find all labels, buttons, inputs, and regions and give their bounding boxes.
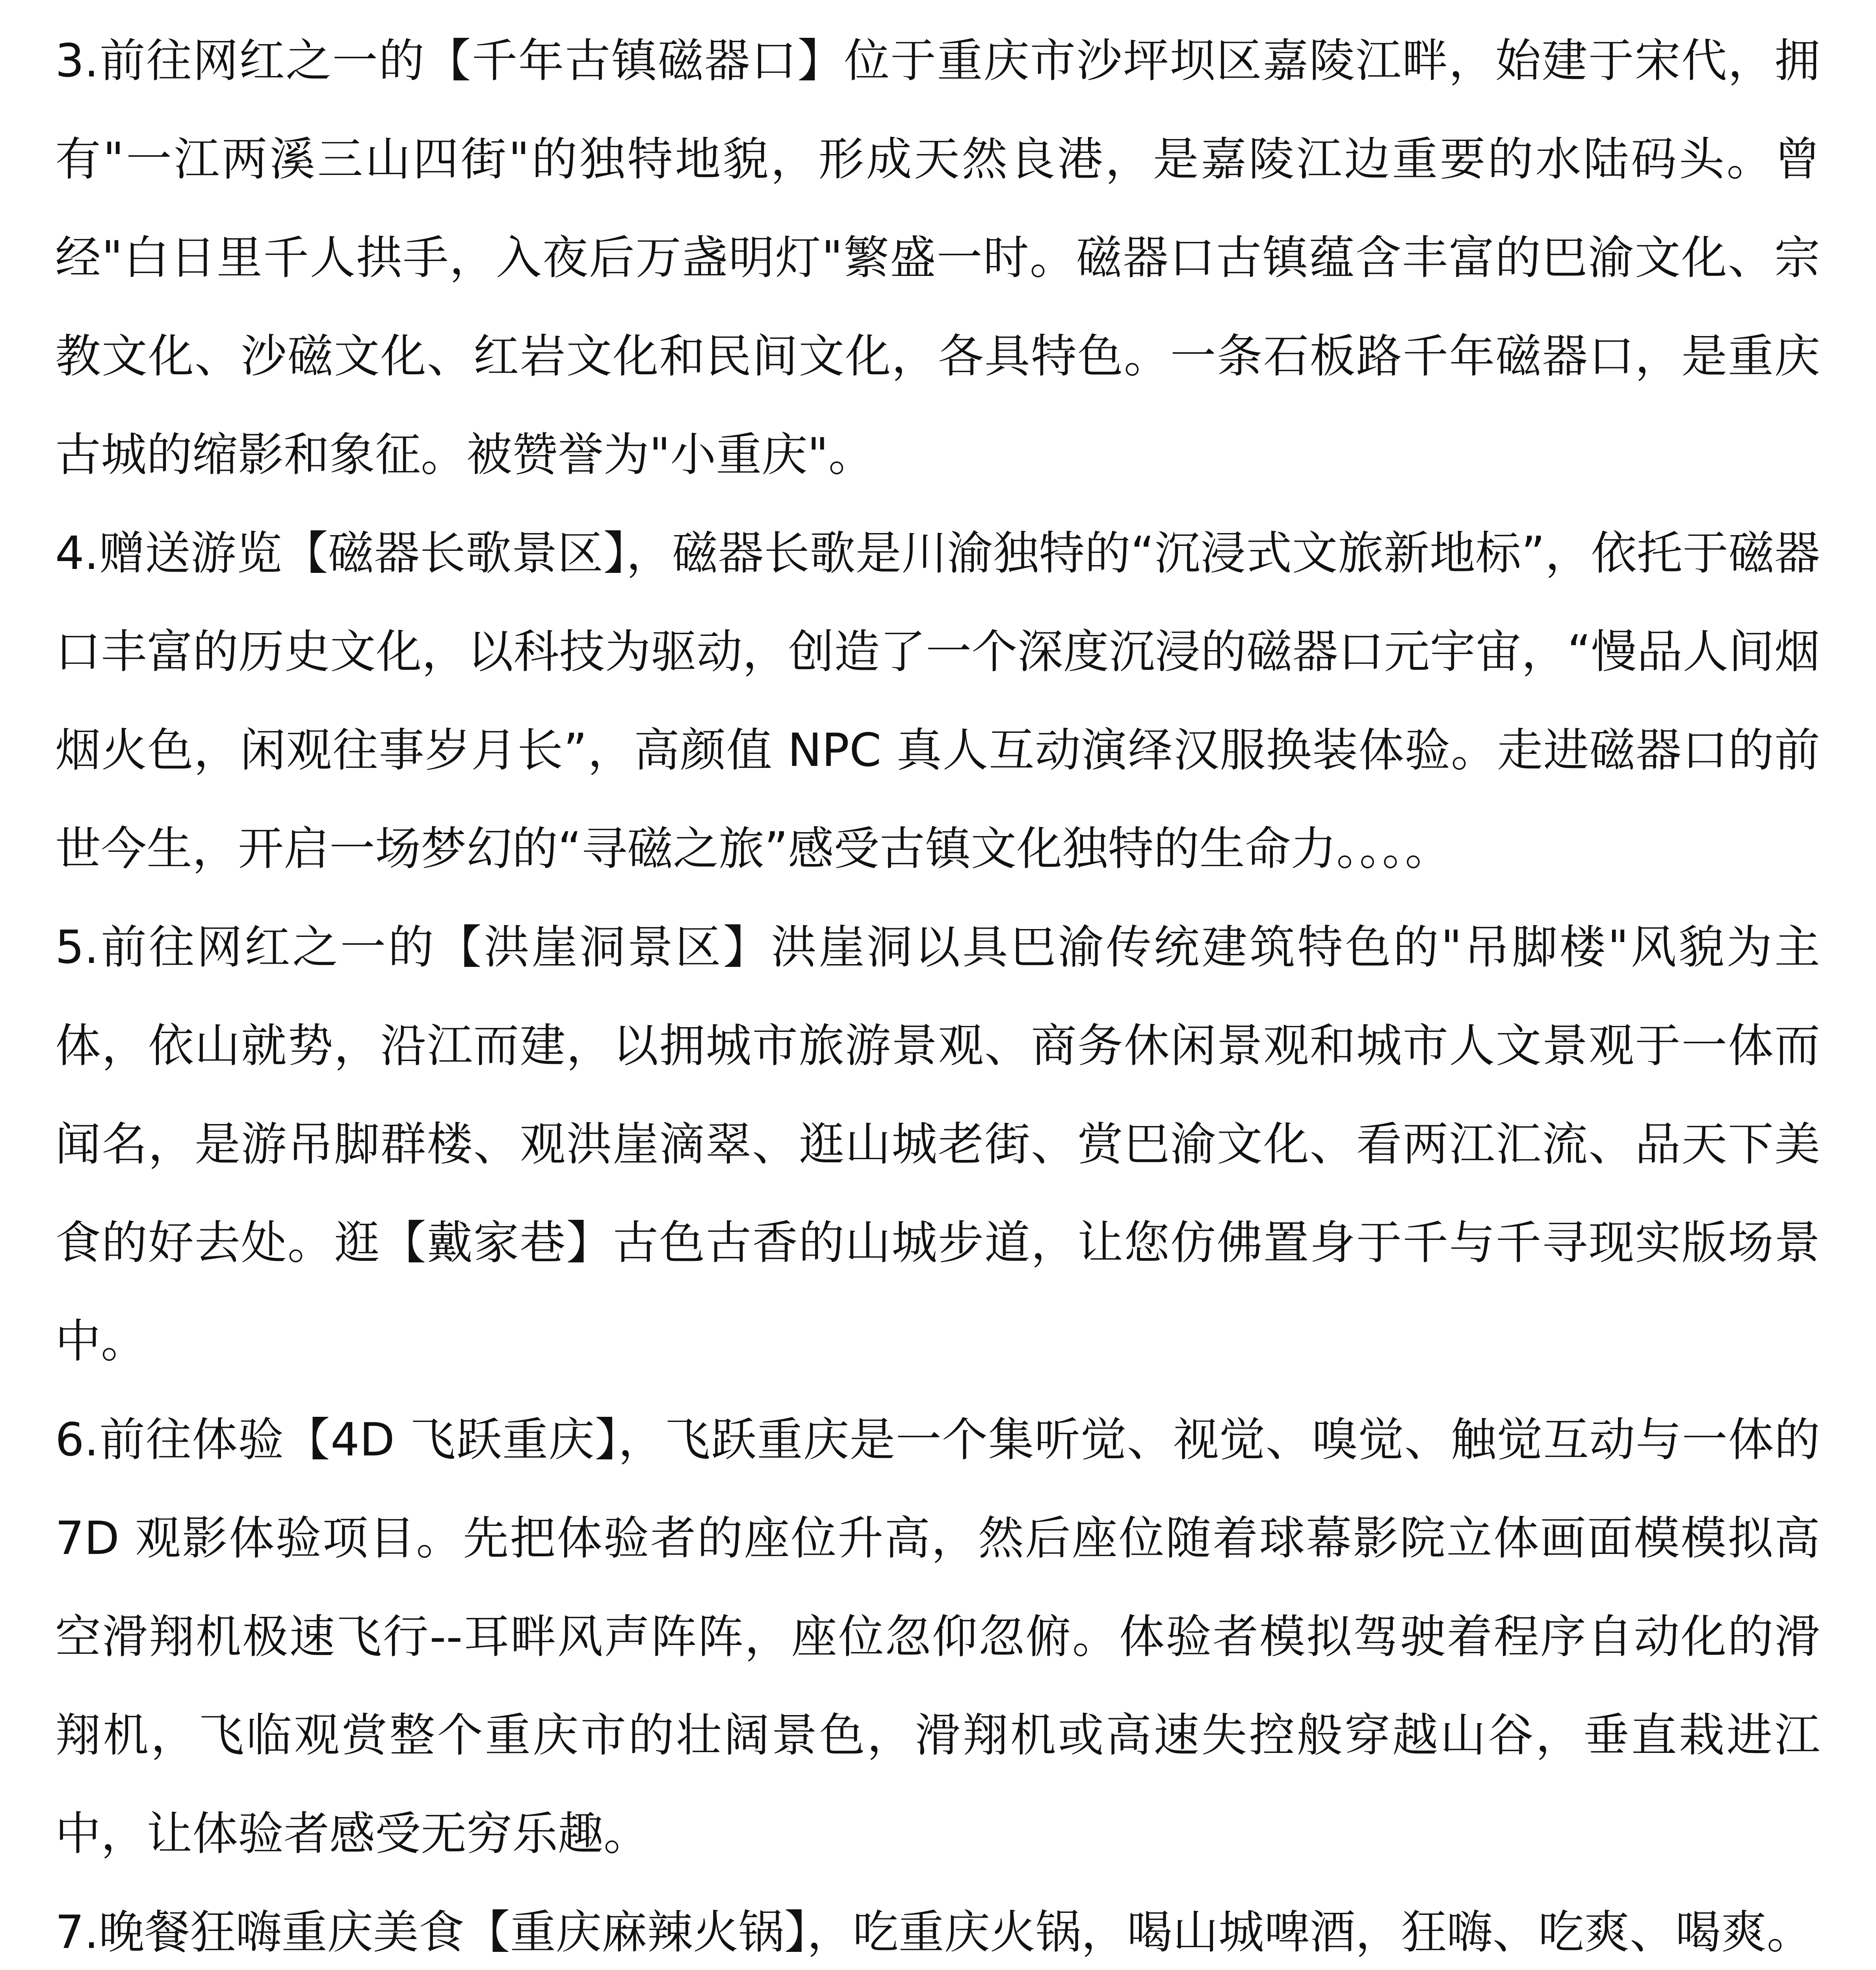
itinerary-text xyxy=(55,12,1820,1970)
paragraph-4-ciqi-changge: 4.赠送游览【磁器长歌景区】，磁器长歌是川渝独特的“沉浸式文旅新地标”，依托于磁器口丰富的历史文化，以科技为驱动，创造了一个深度沉浸的磁器口元宇宙，“慢品人间烟烟火色，闲观往事岁月长”，高颜值 NPC 真人互动演绎汉服换装体验。走进磁器口的前世今生，开启一场梦幻的“寻磁之旅”感受古镇文化独特的生命力。。。。 xyxy=(55,527,1820,875)
paragraph-3-ciqikou: 3.前往网红之一的【千年古镇磁器口】位于重庆市沙坪坝区嘉陵江畔，始建于宋代，拥有"一江两溪三山四街"的独特地貌，形成天然良港，是嘉陵江边重要的水陆码头。曾经"白日里千人拱手，入夜后万盏明灯"繁盛一时。磁器口古镇蕴含丰富的巴渝文化、宗教文化、沙磁文化、红岩文化和民间文化，各具特色。一条石板路千年磁器口，是重庆古城的缩影和象征。被赞誉为"小重庆"。 xyxy=(55,34,1820,481)
paragraph-6-4d-flying-chongqing: 6.前往体验【4D 飞跃重庆】，飞跃重庆是一个集听觉、视觉、嗅觉、触觉互动与一体的 7D 观影体验项目。先把体验者的座位升高，然后座位随着球幕影院立体画面模模拟高空滑翔机极速飞行--耳畔风声阵阵，座位忽仰忽俯。体验者模拟驾驶着程序自动化的滑翔机，飞临观赏整个重庆市的壮阔景色，滑翔机或高速失控般穿越山谷，垂直栽进江中，让体验者感受无穷乐趣。 xyxy=(55,1413,1820,1860)
paragraph-5-hongyadong: 5.前往网红之一的【洪崖洞景区】洪崖洞以具巴渝传统建筑特色的"吊脚楼"风貌为主体，依山就势，沿江而建，以拥城市旅游景观、商务休闲景观和城市人文景观于一体而闻名，是游吊脚群楼、观洪崖滴翠、逛山城老街、赏巴渝文化、看两江汇流、品天下美食的好去处。逛【戴家巷】古色古香的山城步道，让您仿佛置身于千与千寻现实版场景中。 xyxy=(55,921,1820,1368)
paragraph-7-hotpot-dinner: 7.晚餐狂嗨重庆美食【重庆麻辣火锅】，吃重庆火锅，喝山城啤酒，狂嗨、吃爽、喝爽。 xyxy=(55,1906,1813,1959)
